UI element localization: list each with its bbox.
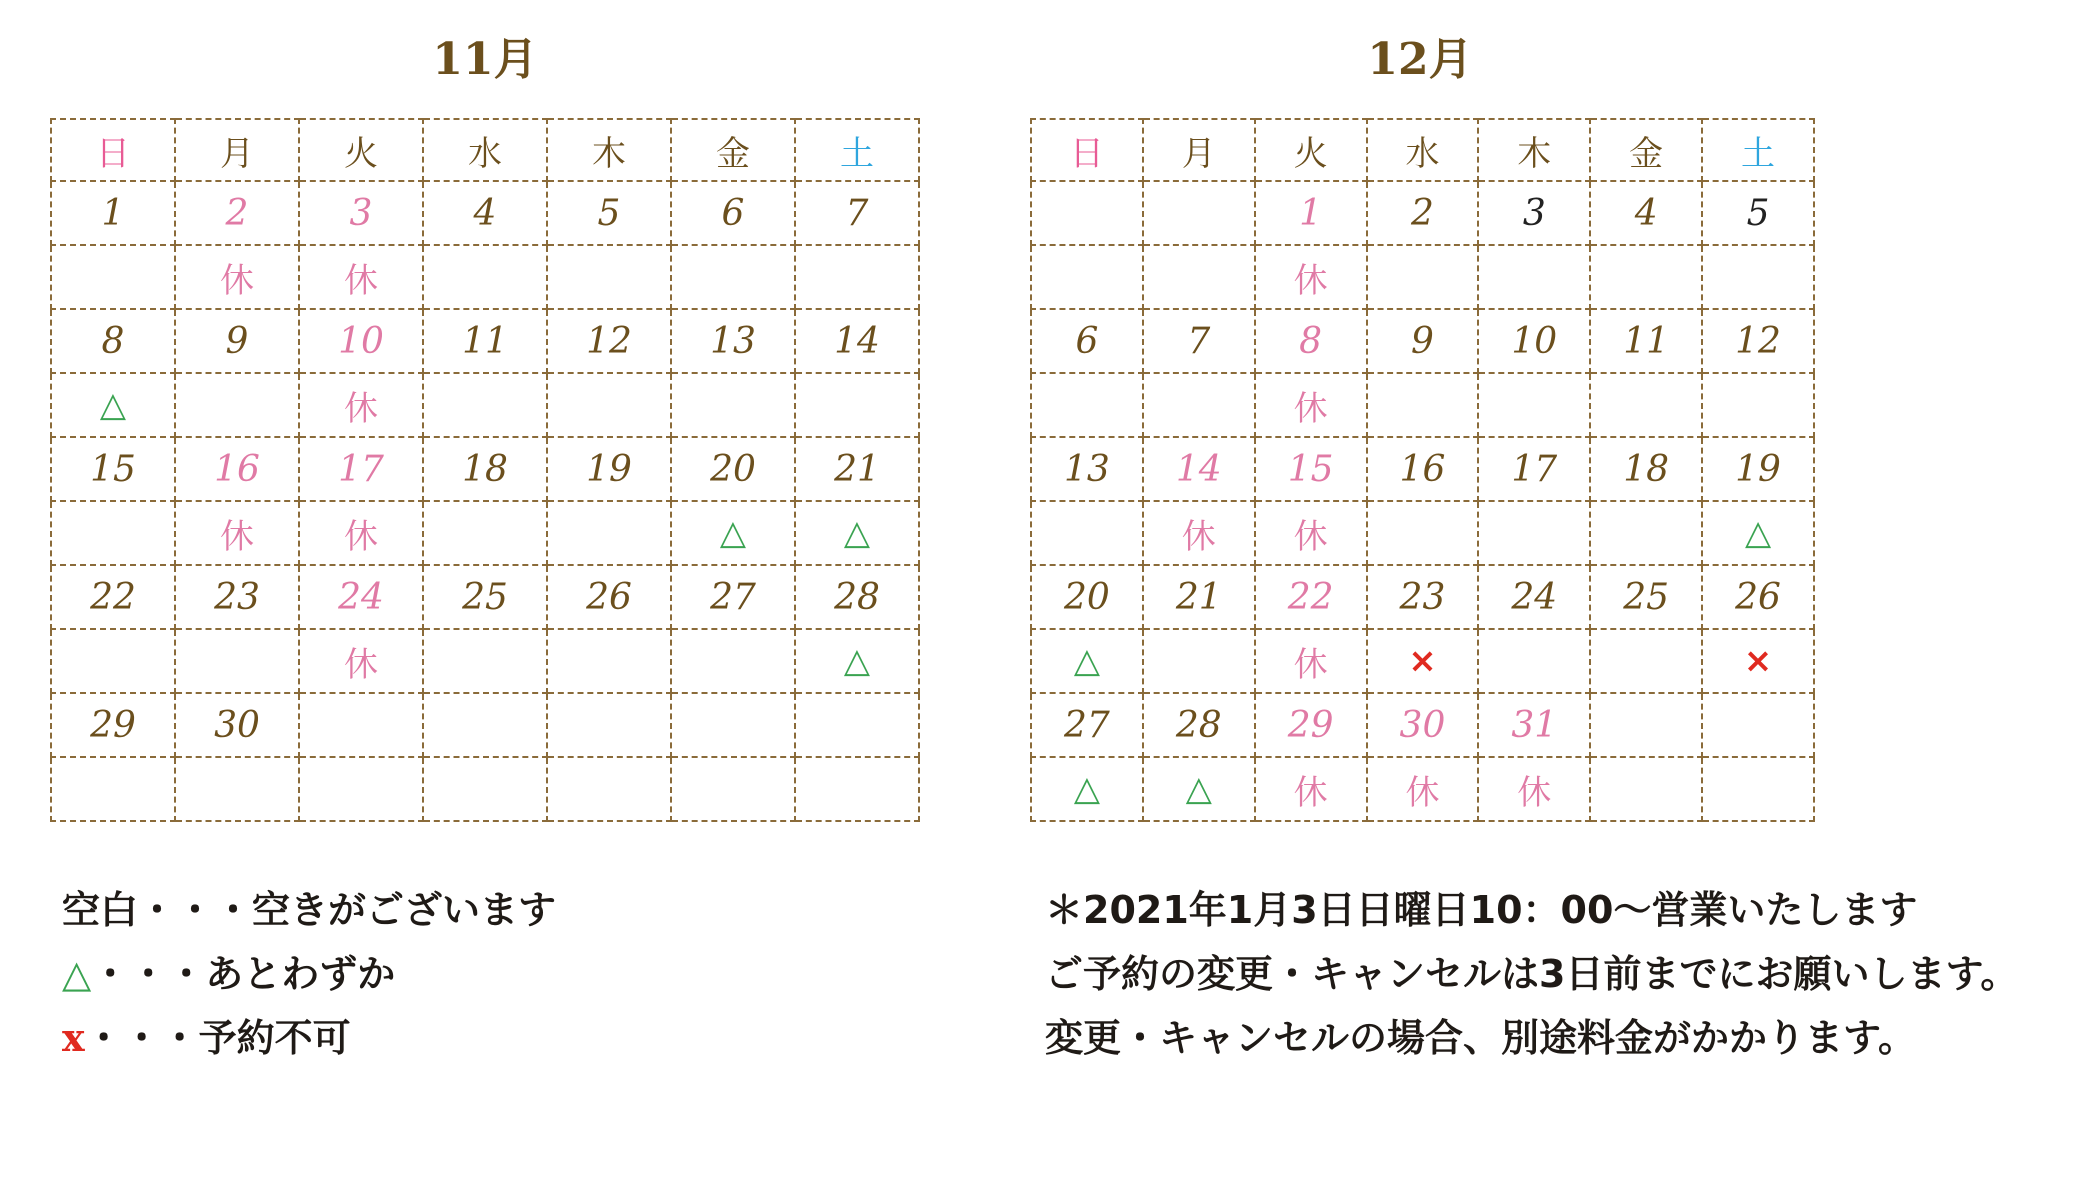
status-cell <box>547 501 671 565</box>
date-cell: 5 <box>1702 181 1814 245</box>
status-cell <box>299 629 423 693</box>
closed-label: 休 <box>344 388 378 429</box>
status-cell <box>547 373 671 437</box>
date-cell: 19 <box>1702 437 1814 501</box>
date-cell: 21 <box>1143 565 1255 629</box>
date-cell: 11 <box>423 309 547 373</box>
date-cell <box>671 693 795 757</box>
status-cell <box>423 757 547 821</box>
status-cell <box>795 629 919 693</box>
status-cell <box>671 629 795 693</box>
status-cell <box>423 629 547 693</box>
closed-label: 休 <box>1293 260 1328 301</box>
date-cell: 3 <box>299 181 423 245</box>
status-cell <box>1031 373 1143 437</box>
status-cell <box>1702 373 1814 437</box>
date-cell: 13 <box>671 309 795 373</box>
date-cell: 18 <box>1590 437 1702 501</box>
closed-label: 休 <box>1293 388 1328 429</box>
status-cell <box>1031 245 1143 309</box>
status-cell <box>1031 757 1143 821</box>
date-cell: 16 <box>175 437 299 501</box>
status-cell <box>795 245 919 309</box>
weekday-header: 日 <box>1031 119 1143 181</box>
weekday-header: 水 <box>423 119 547 181</box>
weekday-header: 日 <box>51 119 175 181</box>
status-cell <box>1478 757 1590 821</box>
status-cell <box>1143 373 1255 437</box>
status-cell <box>299 757 423 821</box>
status-cell <box>1478 501 1590 565</box>
status-cell <box>423 373 547 437</box>
date-cell: 24 <box>1478 565 1590 629</box>
legend-full <box>62 1006 556 1070</box>
closed-label: 休 <box>344 260 378 301</box>
status-cell <box>1143 757 1255 821</box>
date-row <box>51 309 919 373</box>
status-cell <box>51 245 175 309</box>
date-row <box>1031 309 1814 373</box>
status-cell <box>1702 629 1814 693</box>
status-cell <box>1367 629 1479 693</box>
status-cell <box>175 629 299 693</box>
weekday-header: 水 <box>1367 119 1479 181</box>
status-cell <box>1590 245 1702 309</box>
date-cell: 24 <box>299 565 423 629</box>
date-cell: 4 <box>423 181 547 245</box>
date-cell: 15 <box>1255 437 1367 501</box>
closed-label: 休 <box>220 516 254 557</box>
closed-label: 休 <box>1181 516 1216 557</box>
date-cell <box>299 693 423 757</box>
date-cell: 9 <box>175 309 299 373</box>
weekday-header: 土 <box>795 119 919 181</box>
closed-label: 休 <box>1405 772 1440 813</box>
date-cell: 10 <box>299 309 423 373</box>
legend-blank: 空白・・・空きがございます <box>62 888 557 932</box>
weekday-header: 火 <box>1255 119 1367 181</box>
status-cell <box>299 245 423 309</box>
date-cell: 2 <box>175 181 299 245</box>
status-cell <box>1255 501 1367 565</box>
date-cell: 22 <box>1255 565 1367 629</box>
status-row <box>1031 757 1814 821</box>
status-cell <box>1590 501 1702 565</box>
date-cell: 3 <box>1478 181 1590 245</box>
legend-few-text: ・・・あとわずか <box>91 952 396 996</box>
closed-label: 休 <box>220 260 254 301</box>
date-cell: 9 <box>1367 309 1479 373</box>
date-cell: 18 <box>423 437 547 501</box>
date-cell: 26 <box>547 565 671 629</box>
closed-label: 休 <box>344 644 378 685</box>
status-cell <box>423 245 547 309</box>
closed-label: 休 <box>1293 772 1328 813</box>
status-row <box>1031 501 1814 565</box>
date-cell: 17 <box>299 437 423 501</box>
weekday-header: 火 <box>299 119 423 181</box>
date-cell: 13 <box>1031 437 1143 501</box>
status-cell <box>1367 501 1479 565</box>
status-cell <box>1031 501 1143 565</box>
triangle-icon: △ <box>1185 769 1212 809</box>
date-cell: 22 <box>51 565 175 629</box>
date-cell: 14 <box>1143 437 1255 501</box>
date-cell: 8 <box>51 309 175 373</box>
legend <box>62 878 556 1070</box>
triangle-icon: △ <box>1073 641 1100 681</box>
status-cell <box>175 757 299 821</box>
status-cell <box>671 501 795 565</box>
status-cell <box>1702 245 1814 309</box>
status-row <box>51 501 919 565</box>
x-icon: × <box>1743 641 1773 681</box>
weekday-header: 土 <box>1702 119 1814 181</box>
notice <box>1045 878 2018 1070</box>
status-cell <box>299 501 423 565</box>
weekday-header-row <box>51 119 919 181</box>
date-cell: 10 <box>1478 309 1590 373</box>
date-cell: 6 <box>1031 309 1143 373</box>
date-cell: 27 <box>1031 693 1143 757</box>
weekday-header: 金 <box>671 119 795 181</box>
weekday-header-row <box>1031 119 1814 181</box>
date-row <box>51 437 919 501</box>
closed-label: 休 <box>1517 772 1552 813</box>
status-cell <box>51 373 175 437</box>
triangle-icon: △ <box>99 385 127 425</box>
date-cell <box>423 693 547 757</box>
date-cell: 30 <box>175 693 299 757</box>
status-cell <box>51 629 175 693</box>
status-cell <box>1143 245 1255 309</box>
status-cell <box>175 373 299 437</box>
status-cell <box>1367 757 1479 821</box>
status-cell <box>1367 245 1479 309</box>
date-row <box>1031 693 1814 757</box>
status-cell <box>1478 245 1590 309</box>
date-cell: 1 <box>1255 181 1367 245</box>
status-cell <box>1255 629 1367 693</box>
date-cell: 7 <box>795 181 919 245</box>
date-row <box>1031 437 1814 501</box>
date-cell: 2 <box>1367 181 1479 245</box>
status-cell <box>1702 757 1814 821</box>
status-cell <box>795 373 919 437</box>
date-cell: 17 <box>1478 437 1590 501</box>
date-cell: 29 <box>1255 693 1367 757</box>
date-cell: 15 <box>51 437 175 501</box>
triangle-icon: △ <box>62 952 92 996</box>
status-cell <box>175 501 299 565</box>
status-cell <box>1478 373 1590 437</box>
status-cell <box>1255 373 1367 437</box>
status-cell <box>547 245 671 309</box>
triangle-icon: △ <box>719 513 747 553</box>
december-title: 12月 <box>1367 34 1473 85</box>
status-cell <box>795 501 919 565</box>
date-row <box>1031 181 1814 245</box>
date-cell: 31 <box>1478 693 1590 757</box>
date-cell: 26 <box>1702 565 1814 629</box>
date-row <box>51 693 919 757</box>
november-title: 11月 <box>432 34 538 85</box>
date-cell: 14 <box>795 309 919 373</box>
date-cell: 21 <box>795 437 919 501</box>
triangle-icon: △ <box>843 513 871 553</box>
triangle-icon: △ <box>843 641 871 681</box>
closed-label: 休 <box>1293 516 1328 557</box>
triangle-icon: △ <box>1073 769 1100 809</box>
date-cell: 4 <box>1590 181 1702 245</box>
date-cell: 28 <box>795 565 919 629</box>
status-cell <box>51 757 175 821</box>
date-cell <box>795 693 919 757</box>
notice-line-3: 変更・キャンセルの場合、別途料金がかかります。 <box>1045 1016 1916 1060</box>
status-cell <box>1143 629 1255 693</box>
status-cell <box>1143 501 1255 565</box>
legend-full-text: ・・・予約不可 <box>84 1016 351 1060</box>
date-row <box>51 181 919 245</box>
date-cell: 29 <box>51 693 175 757</box>
status-cell <box>1590 373 1702 437</box>
date-cell: 16 <box>1367 437 1479 501</box>
date-cell: 5 <box>547 181 671 245</box>
date-row <box>1031 565 1814 629</box>
date-cell: 12 <box>1702 309 1814 373</box>
date-cell: 25 <box>1590 565 1702 629</box>
date-cell: 23 <box>175 565 299 629</box>
x-icon: x <box>62 1015 85 1060</box>
status-cell <box>1590 757 1702 821</box>
date-cell: 12 <box>547 309 671 373</box>
weekday-header: 金 <box>1590 119 1702 181</box>
notice-line-2: ご予約の変更・キャンセルは3日前までにお願いします。 <box>1045 952 2019 996</box>
date-cell: 6 <box>671 181 795 245</box>
status-cell <box>1478 629 1590 693</box>
status-row <box>1031 373 1814 437</box>
date-cell <box>1702 693 1814 757</box>
december-calendar <box>1030 118 1815 822</box>
weekday-header: 月 <box>1143 119 1255 181</box>
date-cell: 7 <box>1143 309 1255 373</box>
status-cell <box>547 629 671 693</box>
date-cell: 8 <box>1255 309 1367 373</box>
weekday-header: 木 <box>547 119 671 181</box>
date-cell: 23 <box>1367 565 1479 629</box>
status-cell <box>1255 245 1367 309</box>
status-cell <box>1367 373 1479 437</box>
november-calendar <box>50 118 920 822</box>
status-row <box>51 373 919 437</box>
status-row <box>51 245 919 309</box>
date-cell <box>1590 693 1702 757</box>
weekday-header: 木 <box>1478 119 1590 181</box>
legend-few <box>62 942 556 1006</box>
status-cell <box>1031 629 1143 693</box>
status-row <box>51 629 919 693</box>
status-cell <box>1590 629 1702 693</box>
status-row <box>1031 629 1814 693</box>
date-cell: 1 <box>51 181 175 245</box>
status-cell <box>795 757 919 821</box>
status-cell <box>671 757 795 821</box>
date-row <box>51 565 919 629</box>
date-cell: 27 <box>671 565 795 629</box>
date-cell: 11 <box>1590 309 1702 373</box>
notice-line-1: ＊2021年1月3日日曜日10：00〜営業いたします <box>1045 888 1918 932</box>
status-cell <box>671 245 795 309</box>
date-cell <box>1031 181 1143 245</box>
status-cell <box>1702 501 1814 565</box>
closed-label: 休 <box>344 516 378 557</box>
status-cell <box>423 501 547 565</box>
closed-label: 休 <box>1293 644 1328 685</box>
status-cell <box>547 757 671 821</box>
triangle-icon: △ <box>1744 513 1772 553</box>
date-cell <box>547 693 671 757</box>
status-row <box>51 757 919 821</box>
date-cell: 30 <box>1367 693 1479 757</box>
status-cell <box>299 373 423 437</box>
status-cell <box>1255 757 1367 821</box>
date-cell: 20 <box>671 437 795 501</box>
date-cell: 28 <box>1143 693 1255 757</box>
status-cell <box>671 373 795 437</box>
date-cell: 19 <box>547 437 671 501</box>
status-cell <box>175 245 299 309</box>
date-cell: 20 <box>1031 565 1143 629</box>
date-cell <box>1143 181 1255 245</box>
x-icon: × <box>1408 641 1437 681</box>
weekday-header: 月 <box>175 119 299 181</box>
status-cell <box>51 501 175 565</box>
date-cell: 25 <box>423 565 547 629</box>
status-row <box>1031 245 1814 309</box>
